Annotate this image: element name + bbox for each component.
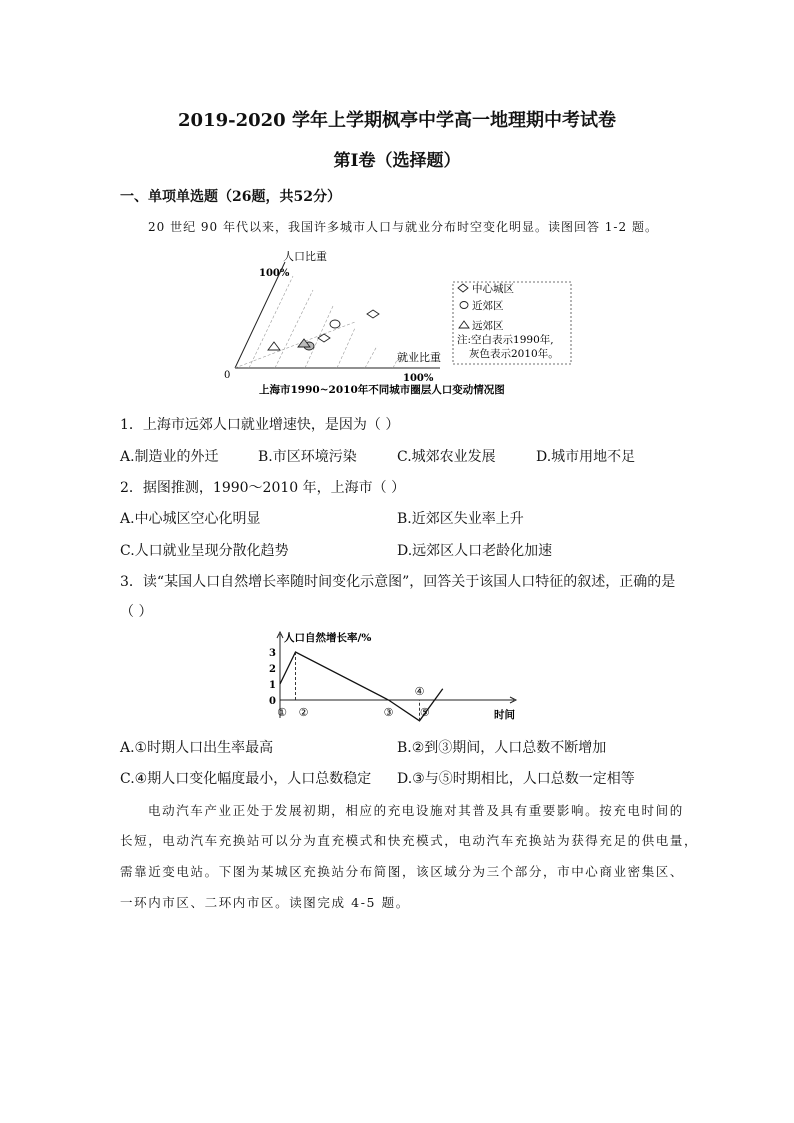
figure-1-x-max: 100% xyxy=(403,373,434,384)
figure-1-y-label: 人口比重 xyxy=(283,250,327,263)
q1-option-a[interactable]: A.制造业的外迁 xyxy=(120,449,219,465)
intro-text-1: 20 世纪 90 年代以来，我国许多城市人口与就业分布时空变化明显。读图回答 1-2 题。 xyxy=(148,220,658,234)
q2-option-c[interactable]: C.人口就业呈现分散化趋势 xyxy=(120,543,289,559)
figure-1-legend xyxy=(453,282,571,364)
q3-option-a[interactable]: A.①时期人口出生率最高 xyxy=(120,740,274,756)
chart-y-tick-label: 1 xyxy=(269,680,276,691)
chart-period-label: ① xyxy=(277,706,287,719)
figure-1-caption: 上海市1990~2010年不同城市圈层人口变动情况图 xyxy=(259,384,505,396)
q3-option-d[interactable]: D.③与⑤时期相比，人口总数一定相等 xyxy=(397,771,635,787)
chart-y-tick-label: 3 xyxy=(269,648,276,659)
legend-diamond-icon xyxy=(458,284,468,292)
q2-option-a[interactable]: A.中心城区空心化明显 xyxy=(120,511,261,527)
intro-2-line-3: 需靠近变电站。下图为某城区充换站分布简图，该区域分为三个部分，市中心商业密集区、 xyxy=(120,864,685,879)
q2-option-b[interactable]: B.近郊区失业率上升 xyxy=(397,511,524,527)
intro-2-line-1: 电动汽车产业正处于发展初期，相应的充电设施对其普及具有重要影响。按充电时间的 xyxy=(148,803,684,818)
legend-label-suburb: 近郊区 xyxy=(472,300,504,312)
q3-option-c[interactable]: C.④期人口变化幅度最小，人口总数稳定 xyxy=(120,771,372,787)
question-2-stem: 2．据图推测，1990～2010 年，上海市（ ） xyxy=(120,480,406,496)
chart-period-label: ② xyxy=(298,706,309,719)
legend-note-1: 注:空白表示1990年, xyxy=(457,334,554,346)
legend-note-2: 灰色表示2010年。 xyxy=(469,348,559,360)
figure-1-y-max: 100% xyxy=(259,268,290,279)
intro-2-line-2: 长短，电动汽车充换站可以分为直充模式和快充模式，电动汽车充换站为获得充足的供电量， xyxy=(120,833,699,848)
legend-triangle-icon xyxy=(459,321,469,328)
q2-option-d[interactable]: D.远郊区人口老龄化加速 xyxy=(397,543,553,559)
question-3-stem-line-1: 3．读“某国人口自然增长率随时间变化示意图”，回答关于该国人口特征的叙述，正确的是 xyxy=(120,574,676,590)
question-1-stem: 1．上海市远郊人口就业增速快，是因为（ ） xyxy=(120,417,400,433)
legend-circle-icon xyxy=(460,302,468,309)
exam-subtitle: 第Ⅰ卷（选择题） xyxy=(333,151,461,171)
figure-1-x-label: 就业比重 xyxy=(397,351,441,364)
question-3-stem-line-2: （ ） xyxy=(120,604,153,620)
q1-option-d[interactable]: D.城市用地不足 xyxy=(536,449,636,465)
chart-period-label: ④ xyxy=(414,685,425,698)
q3-option-b[interactable]: B.②到③期间，人口总数不断增加 xyxy=(397,740,607,756)
q1-option-b[interactable]: B.市区环境污染 xyxy=(258,449,357,465)
figure-1-population-employment xyxy=(215,250,595,400)
figure-1-origin: 0 xyxy=(224,370,231,381)
exam-title: 2019-2020 学年上学期枫亭中学高一地理期中考试卷 xyxy=(178,110,616,131)
chart-period-label: ⑤ xyxy=(419,706,430,719)
marker-outer-1990 xyxy=(268,342,280,350)
marker-suburb-1990 xyxy=(330,320,340,328)
legend-label-central: 中心城区 xyxy=(472,283,514,295)
marker-central-1990 xyxy=(367,310,379,318)
growth-rate-chart xyxy=(262,628,532,724)
chart-y-tick-label: 0 xyxy=(269,696,276,707)
chart-x-label: 时间 xyxy=(494,709,515,721)
section-heading: 一、单项单选题（26题，共52分） xyxy=(120,189,341,205)
legend-label-outer: 远郊区 xyxy=(472,320,504,332)
chart-period-label: ③ xyxy=(383,706,394,719)
chart-y-tick-label: 2 xyxy=(269,664,276,675)
intro-2-line-4: 一环内市区、二环内市区。读图完成 4-5 题。 xyxy=(120,895,410,910)
chart-y-label: 人口自然增长率/% xyxy=(284,632,372,644)
q1-option-c[interactable]: C.城郊农业发展 xyxy=(397,449,496,465)
